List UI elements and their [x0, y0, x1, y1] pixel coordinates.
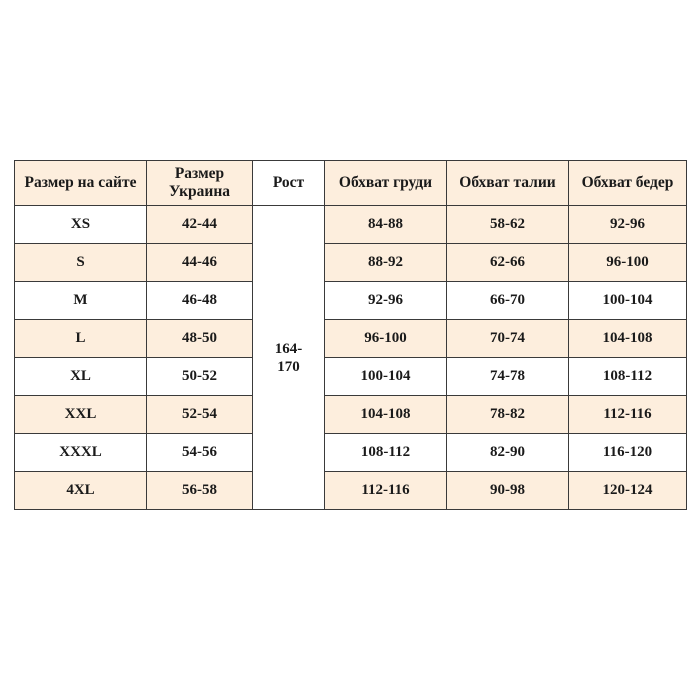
- cell-waist: 82-90: [447, 434, 569, 472]
- cell-ukraine-size: 54-56: [147, 434, 253, 472]
- cell-waist: 78-82: [447, 396, 569, 434]
- table-row: [15, 358, 687, 396]
- cell-hips: 92-96: [569, 206, 687, 244]
- cell-chest: 104-108: [325, 396, 447, 434]
- cell-ukraine-size: 52-54: [147, 396, 253, 434]
- cell-ukraine-size: 42-44: [147, 206, 253, 244]
- cell-hips: 120-124: [569, 472, 687, 510]
- cell-ukraine-size: 48-50: [147, 320, 253, 358]
- column-header-site-size: Размер на сайте: [15, 161, 147, 206]
- column-header-height: Рост: [253, 161, 325, 206]
- cell-chest: 112-116: [325, 472, 447, 510]
- cell-waist: 90-98: [447, 472, 569, 510]
- cell-hips: 112-116: [569, 396, 687, 434]
- cell-hips: 116-120: [569, 434, 687, 472]
- size-chart-container: [14, 160, 686, 510]
- table-row: [15, 282, 687, 320]
- cell-site-size: XL: [15, 358, 147, 396]
- cell-hips: 100-104: [569, 282, 687, 320]
- table-row: [15, 396, 687, 434]
- table-header-row: [15, 161, 687, 206]
- cell-waist: 62-66: [447, 244, 569, 282]
- column-header-waist: Обхват талии: [447, 161, 569, 206]
- cell-chest: 84-88: [325, 206, 447, 244]
- cell-site-size: XXL: [15, 396, 147, 434]
- cell-ukraine-size: 46-48: [147, 282, 253, 320]
- cell-ukraine-size: 50-52: [147, 358, 253, 396]
- cell-chest: 100-104: [325, 358, 447, 396]
- cell-hips: 104-108: [569, 320, 687, 358]
- cell-waist: 66-70: [447, 282, 569, 320]
- cell-waist: 70-74: [447, 320, 569, 358]
- cell-site-size: 4XL: [15, 472, 147, 510]
- table-row: [15, 244, 687, 282]
- cell-chest: 96-100: [325, 320, 447, 358]
- table-row: [15, 206, 687, 244]
- cell-chest: 92-96: [325, 282, 447, 320]
- cell-chest: 88-92: [325, 244, 447, 282]
- table-row: [15, 320, 687, 358]
- cell-height-line1: 164-: [274, 340, 303, 357]
- cell-waist: 74-78: [447, 358, 569, 396]
- cell-site-size: XXXL: [15, 434, 147, 472]
- cell-chest: 108-112: [325, 434, 447, 472]
- cell-ukraine-size: 44-46: [147, 244, 253, 282]
- cell-height: [253, 206, 325, 510]
- cell-site-size: M: [15, 282, 147, 320]
- cell-hips: 96-100: [569, 244, 687, 282]
- cell-site-size: XS: [15, 206, 147, 244]
- cell-waist: 58-62: [447, 206, 569, 244]
- column-header-ukraine-size: Размер Украина: [147, 161, 253, 206]
- size-chart-table: [14, 160, 687, 510]
- table-row: [15, 472, 687, 510]
- column-header-hips: Обхват бедер: [569, 161, 687, 206]
- cell-ukraine-size: 56-58: [147, 472, 253, 510]
- column-header-chest: Обхват груди: [325, 161, 447, 206]
- cell-height-line2: 170: [277, 358, 300, 375]
- cell-hips: 108-112: [569, 358, 687, 396]
- cell-site-size: S: [15, 244, 147, 282]
- table-row: [15, 434, 687, 472]
- cell-site-size: L: [15, 320, 147, 358]
